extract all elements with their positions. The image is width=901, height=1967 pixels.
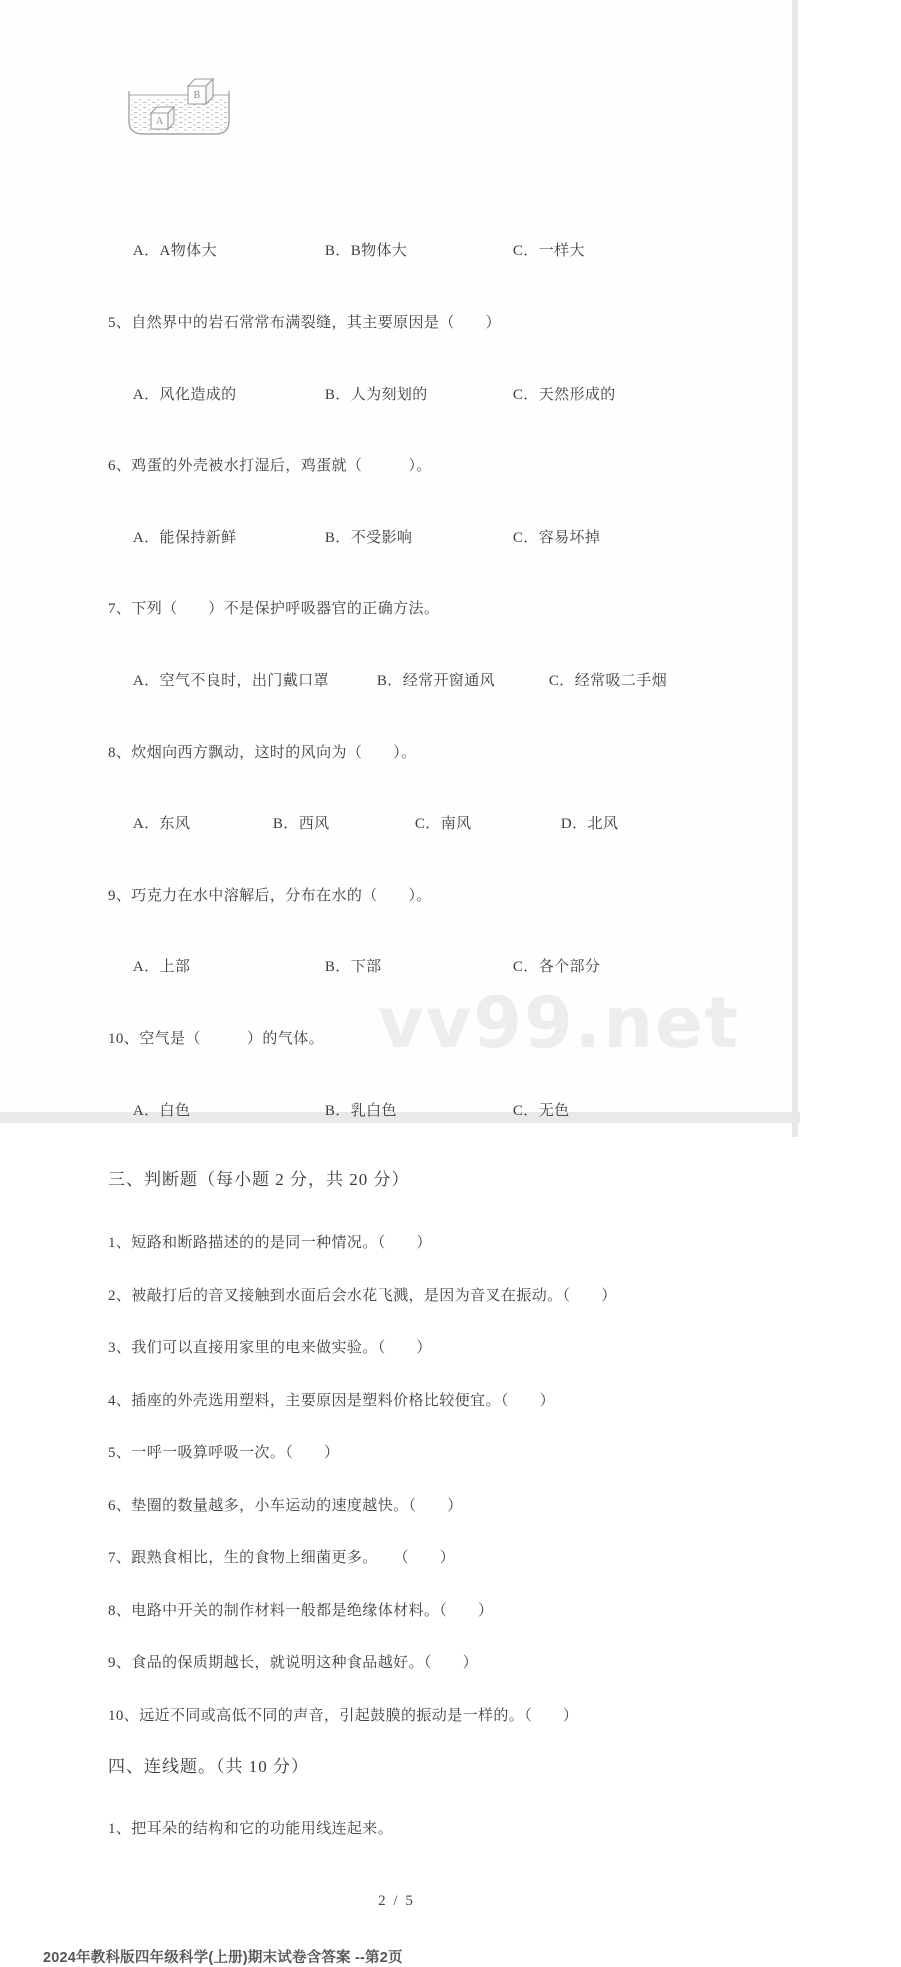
question-9: 9、巧克力在水中溶解后，分布在水的（ ）。 xyxy=(108,888,432,904)
option-c: C．各个部分 xyxy=(512,959,601,975)
question-5: 5、自然界中的岩石常常布满裂缝，其主要原因是（ ） xyxy=(108,315,501,331)
judgment-item-1: 1、短路和断路描述的的是同一种情况。（ ） xyxy=(108,1235,432,1251)
question-6: 6、鸡蛋的外壳被水打湿后，鸡蛋就（ ）。 xyxy=(108,458,432,474)
option-a: A．上部 xyxy=(132,959,191,975)
judgment-item-9: 9、食品的保质期越长，就说明这种食品越好。（ ） xyxy=(108,1655,479,1671)
judgment-item-2: 2、被敲打后的音叉接触到水面后会水花飞溅，是因为音叉在振动。（ ） xyxy=(108,1288,617,1304)
q7-options-row xyxy=(108,651,901,711)
judgment-item-10: 10、远近不同或高低不同的声音，引起鼓膜的振动是一样的。（ ） xyxy=(108,1708,579,1724)
option-b: B．下部 xyxy=(324,959,382,975)
option-c: C．无色 xyxy=(512,1103,570,1119)
cube-b-label: B xyxy=(193,90,201,101)
option-c: C．一样大 xyxy=(512,243,585,259)
water-texture xyxy=(131,98,227,132)
option-b: B．经常开窗通风 xyxy=(376,673,496,689)
cube-a-label: A xyxy=(155,116,164,127)
judgment-item-8: 8、电路中开关的制作材料一般都是绝缘体材料。（ ） xyxy=(108,1603,494,1619)
section-judgment-heading: 三、判断题（每小题 2 分，共 20 分） xyxy=(108,1170,410,1189)
judgment-item-3: 3、我们可以直接用家里的电来做实验。（ ） xyxy=(108,1340,432,1356)
option-c: C．天然形成的 xyxy=(512,387,616,403)
cube-b xyxy=(188,79,213,104)
option-b: B．不受影响 xyxy=(324,530,413,546)
question-8: 8、炊烟向西方飘动，这时的风向为（ ）。 xyxy=(108,745,417,761)
option-b: B．B物体大 xyxy=(324,243,408,259)
q5-options-row xyxy=(108,365,901,425)
section-matching-heading: 四、连线题。（共 10 分） xyxy=(108,1757,309,1776)
q10-options-row xyxy=(108,1081,901,1141)
option-c: C．容易坏掉 xyxy=(512,530,601,546)
q9-options-row xyxy=(108,937,901,997)
q4-options-row xyxy=(108,221,901,281)
option-d: D．北风 xyxy=(560,816,619,832)
option-a: A．东风 xyxy=(132,816,191,832)
footer-title: 2024年教科版四年级科学(上册)期末试卷含答案 --第2页 xyxy=(43,1950,403,1966)
option-a: A．A物体大 xyxy=(132,243,217,259)
judgment-item-5: 5、一呼一吸算呼吸一次。（ ） xyxy=(108,1445,340,1461)
floating-cubes-figure xyxy=(124,76,234,142)
option-c: C．经常吸二手烟 xyxy=(548,673,668,689)
question-7: 7、下列（ ）不是保护呼吸器官的正确方法。 xyxy=(108,601,440,617)
matching-question-1: 1、把耳朵的结构和它的功能用线连起来。 xyxy=(108,1821,394,1837)
judgment-item-7: 7、跟熟食相比，生的食物上细菌更多。 （ ） xyxy=(108,1550,456,1566)
question-10: 10、空气是（ ）的气体。 xyxy=(108,1031,325,1047)
option-a: A．空气不良时，出门戴口罩 xyxy=(132,673,329,689)
option-b: B．人为刻划的 xyxy=(324,387,428,403)
judgment-item-4: 4、插座的外壳选用塑料，主要原因是塑料价格比较便宜。（ ） xyxy=(108,1393,556,1409)
option-b: B．乳白色 xyxy=(324,1103,397,1119)
watermark: vv99.net xyxy=(378,982,741,1064)
option-b: B．西风 xyxy=(272,816,330,832)
q6-options-row xyxy=(108,508,901,568)
q8-options-row xyxy=(108,794,901,854)
judgment-item-6: 6、垫圈的数量越多，小车运动的速度越快。（ ） xyxy=(108,1498,463,1514)
cube-a xyxy=(151,107,174,129)
option-a: A．风化造成的 xyxy=(132,387,237,403)
page-indicator: 2 / 5 xyxy=(378,1893,415,1909)
option-a: A．白色 xyxy=(132,1103,191,1119)
option-a: A．能保持新鲜 xyxy=(132,530,237,546)
option-c: C．南风 xyxy=(414,816,472,832)
